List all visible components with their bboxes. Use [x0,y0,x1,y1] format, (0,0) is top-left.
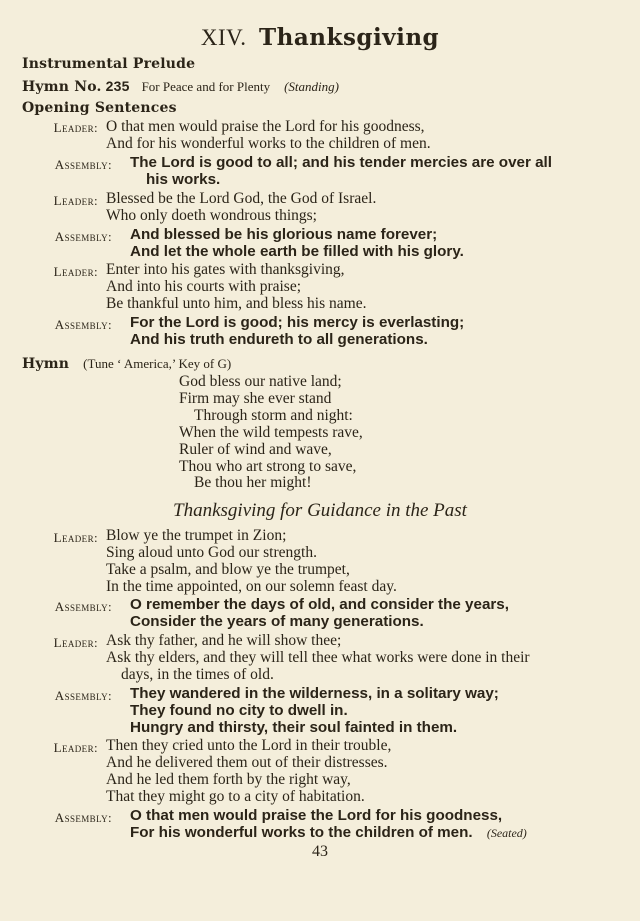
leader-line: days, in the times of old. [121,666,274,683]
poem-line: God bless our native land; [179,373,342,390]
seated-note: (Seated) [486,826,527,840]
speaker-label: Assembly: [54,157,112,172]
poem-line: Ruler of wind and wave, [179,441,332,458]
hymn2-label: Hymn [22,356,70,372]
poem-line: Thou who art strong to save, [179,458,357,475]
leader-line: Enter into his gates with thanksgiving, [106,261,345,278]
leader-line: Take a psalm, and blow ye the trumpet, [106,561,350,578]
hymn2-line [22,355,231,373]
leader-line: Then they cried unto the Lord in their trouble, [106,737,392,754]
leader-line: And into his courts with praise; [106,278,302,295]
speaker-label: Leader: [53,264,98,279]
speaker-label: Assembly: [54,229,112,244]
hymn2-tune: (Tune ‘ America,’ Key of G) [83,356,232,371]
page-title [0,24,640,51]
leader-line: Ask thy elders, and they will tell thee what works were done in their [106,649,530,666]
assembly-line: Hungry and thirsty, their soul fainted in them. [130,719,458,736]
speaker-label: Assembly: [54,599,112,614]
leader-line: And he led them forth by the right way, [106,771,351,788]
speaker-label: Leader: [53,530,98,545]
leader-line: And he delivered them out of their distresses. [106,754,388,771]
leader-line: Blow ye the trumpet in Zion; [106,527,287,544]
opening-sentences-heading: Opening Sentences [22,100,177,116]
leader-line: Sing aloud unto God our strength. [106,544,317,561]
assembly-line [130,824,527,841]
hymn-name: For Peace and for Plenty [141,79,271,94]
leader-line: Be thankful unto him, and bless his name. [106,295,367,312]
leader-line: Ask thy father, and he will show thee; [106,632,342,649]
hymn-note: (Standing) [284,79,339,94]
hymn-line [22,78,339,96]
assembly-line: Consider the years of many generations. [130,613,424,630]
leader-line: Who only doeth wondrous things; [106,207,317,224]
speaker-label: Leader: [53,193,98,208]
hymn-number: 235 [105,78,130,94]
leader-line: Blessed be the Lord God, the God of Israel. [106,190,377,207]
leader-line: And for his wonderful works to the children of men. [106,135,431,152]
speaker-label: Leader: [53,740,98,755]
assembly-line: O remember the days of old, and consider the years, [130,596,509,613]
title-numeral: XIV. [200,25,247,50]
speaker-label: Assembly: [54,688,112,703]
assembly-line-text: For his wonderful works to the children of men. [130,824,473,841]
assembly-line: For the Lord is good; his mercy is everlasting; [130,314,465,331]
speaker-label: Leader: [53,120,98,135]
poem-line: When the wild tempests rave, [179,424,363,441]
assembly-line: The Lord is good to all; and his tender mercies are over all [130,154,552,171]
assembly-line: his works. [146,171,221,188]
speaker-label: Assembly: [54,810,112,825]
speaker-label: Assembly: [54,317,112,332]
assembly-line: They found no city to dwell in. [130,702,348,719]
leader-line: That they might go to a city of habitation. [106,788,365,805]
instrumental-prelude-heading: Instrumental Prelude [22,56,196,72]
leader-line: O that men would praise the Lord for his goodness, [106,118,425,135]
speaker-label: Leader: [53,635,98,650]
section-subtitle: Thanksgiving for Guidance in the Past [173,500,467,521]
page-number: 43 [312,843,328,860]
assembly-line: And let the whole earth be filled with his glory. [130,243,464,260]
poem-line: Through storm and night: [194,407,353,424]
title-word: Thanksgiving [259,24,440,51]
poem-line: Firm may she ever stand [179,390,332,407]
poem-line: Be thou her might! [194,474,312,491]
assembly-line: And blessed be his glorious name forever; [130,226,438,243]
assembly-line: And his truth endureth to all generations. [130,331,428,348]
hymn-label: Hymn No. [22,79,102,95]
assembly-line: They wandered in the wilderness, in a solitary way; [130,685,499,702]
leader-line: In the time appointed, on our solemn feast day. [106,578,397,595]
assembly-line: O that men would praise the Lord for his goodness, [130,807,503,824]
